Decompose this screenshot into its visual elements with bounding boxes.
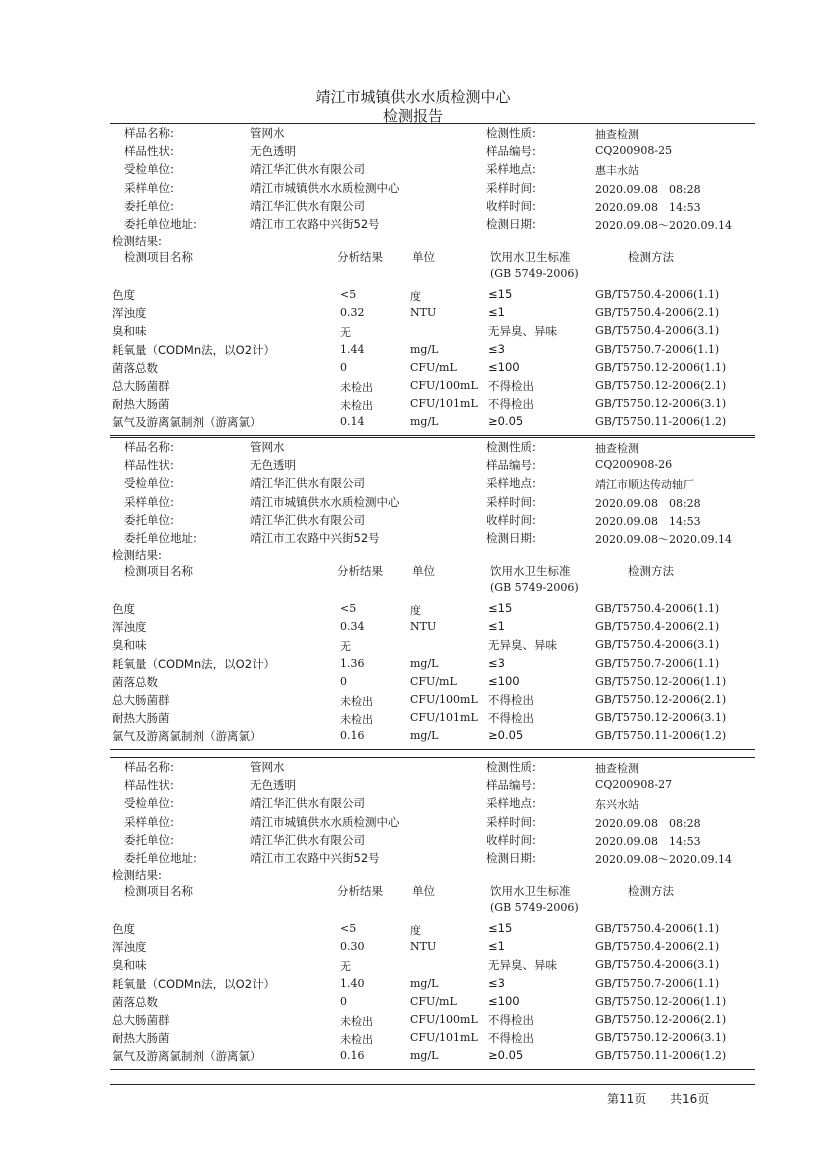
result-method: GB/T5750.4-2006(1.1): [595, 922, 720, 935]
result-value: 0.14: [340, 415, 365, 429]
result-unit: CFU/101mL: [410, 397, 478, 411]
value-location: 惠丰水站: [595, 164, 639, 178]
section-top-rule: [110, 757, 755, 758]
result-method: GB/T5750.12-2006(2.1): [595, 693, 727, 706]
result-value: 未检出: [340, 399, 373, 413]
result-unit: CFU/101mL: [410, 711, 478, 725]
value-sampling-time: 2020.09.08 08:28: [595, 496, 701, 510]
col-header-unit: 单位: [412, 564, 435, 578]
result-method: GB/T5750.12-2006(3.1): [595, 397, 727, 411]
value-inspected-unit: 靖江华汇供水有限公司: [250, 162, 365, 177]
value-entrust-address: 靖江市工农路中兴街52号: [250, 217, 380, 231]
result-value: 0.16: [340, 1049, 365, 1063]
value-location: 东兴水站: [595, 798, 639, 812]
result-unit: NTU: [410, 306, 437, 320]
result-standard: ≤1: [488, 305, 505, 320]
col-header-unit: 单位: [412, 250, 435, 264]
col-header-result: 分析结果: [337, 884, 383, 898]
result-item-name: 耗氧量（CODMn法，以O2计）: [112, 656, 276, 671]
label-sample-no: 样品编号:: [486, 144, 536, 159]
result-standard: ≤1: [488, 939, 505, 954]
result-value: 无: [340, 960, 351, 974]
label-sample-state: 样品性状:: [124, 778, 174, 793]
col-header-standard-code: (GB 5749-2006): [490, 901, 579, 914]
result-item-name: 浑浊度: [112, 306, 147, 321]
results-label: 检测结果:: [112, 548, 162, 562]
result-unit: CFU/100mL: [410, 1013, 478, 1026]
result-method: GB/T5750.11-2006(1.2): [595, 1049, 727, 1063]
label-test-date: 检测日期:: [486, 217, 536, 231]
value-sample-state: 无色透明: [250, 144, 296, 159]
result-method: GB/T5750.12-2006(3.1): [595, 711, 727, 725]
result-standard: ≤3: [488, 975, 505, 990]
value-location: 靖江市顺达传动轴厂: [595, 478, 694, 492]
value-sample-name: 管网水: [250, 440, 285, 454]
result-item-name: 色度: [112, 288, 135, 302]
value-sample-name: 管网水: [250, 760, 285, 774]
results-label: 检测结果:: [112, 868, 162, 882]
label-sample-state: 样品性状:: [124, 458, 174, 473]
label-test-date: 检测日期:: [486, 531, 536, 545]
result-item-name: 色度: [112, 922, 135, 936]
result-unit: CFU/mL: [410, 360, 457, 374]
result-method: GB/T5750.12-2006(1.1): [595, 994, 727, 1008]
value-inspected-unit: 靖江华汇供水有限公司: [250, 476, 365, 491]
result-standard: 不得检出: [488, 397, 534, 412]
result-standard: 不得检出: [488, 1031, 534, 1046]
result-value: 0: [340, 994, 347, 1008]
value-sampling-time: 2020.09.08 08:28: [595, 816, 701, 830]
result-standard: 无异臭、异味: [488, 638, 557, 653]
result-unit: mg/L: [410, 656, 439, 670]
col-header-standard-code: (GB 5749-2006): [490, 267, 579, 280]
label-entrust-unit: 委托单位:: [124, 198, 174, 213]
result-value: 1.40: [340, 976, 365, 990]
result-method: GB/T5750.12-2006(1.1): [595, 360, 727, 374]
label-receive-time: 收样时间:: [486, 512, 536, 527]
result-method: GB/T5750.12-2006(1.1): [595, 674, 727, 688]
results-label: 检测结果:: [112, 234, 162, 248]
value-test-date: 2020.09.08～2020.09.14: [595, 219, 732, 232]
result-unit: 度: [410, 924, 421, 937]
result-standard: ≥0.05: [488, 728, 524, 743]
result-unit: CFU/mL: [410, 994, 457, 1008]
value-sample-no: CQ200908-26: [595, 458, 673, 472]
value-sampling-unit: 靖江市城镇供水水质检测中心: [250, 494, 400, 509]
result-item-name: 总大肠菌群: [112, 693, 170, 707]
result-standard: ≤3: [488, 341, 505, 356]
label-sample-name: 样品名称:: [124, 760, 174, 774]
value-sample-no: CQ200908-27: [595, 778, 673, 792]
value-entrust-unit: 靖江华汇供水有限公司: [250, 832, 365, 847]
result-item-name: 菌落总数: [112, 360, 158, 375]
label-inspected-unit: 受检单位:: [124, 162, 174, 177]
footer-rule: [110, 1084, 755, 1085]
result-item-name: 臭和味: [112, 324, 147, 339]
result-standard: ≥0.05: [488, 414, 524, 429]
value-receive-time: 2020.09.08 14:53: [595, 200, 701, 214]
col-header-unit: 单位: [412, 884, 435, 898]
label-sampling-unit: 采样单位:: [124, 180, 174, 195]
label-sample-no: 样品编号:: [486, 458, 536, 473]
org-title: 靖江市城镇供水水质检测中心: [315, 88, 511, 106]
result-item-name: 氯气及游离氯制剂（游离氯）: [112, 729, 262, 744]
result-item-name: 氯气及游离氯制剂（游离氯）: [112, 1049, 262, 1064]
result-item-name: 臭和味: [112, 958, 147, 973]
label-sampling-time: 采样时间:: [486, 814, 536, 829]
result-unit: mg/L: [410, 729, 439, 743]
value-sampling-unit: 靖江市城镇供水水质检测中心: [250, 814, 400, 829]
col-header-result: 分析结果: [337, 250, 383, 264]
label-sampling-unit: 采样单位:: [124, 494, 174, 509]
value-receive-time: 2020.09.08 14:53: [595, 514, 701, 528]
label-sample-name: 样品名称:: [124, 440, 174, 454]
result-item-name: 菌落总数: [112, 994, 158, 1009]
label-nature: 检测性质:: [486, 440, 536, 454]
result-item-name: 总大肠菌群: [112, 1013, 170, 1027]
result-unit: CFU/mL: [410, 674, 457, 688]
label-sample-state: 样品性状:: [124, 144, 174, 159]
result-method: GB/T5750.7-2006(1.1): [595, 976, 720, 990]
page-number: 第11页: [607, 1092, 647, 1106]
result-item-name: 臭和味: [112, 638, 147, 653]
result-unit: CFU/101mL: [410, 1031, 478, 1045]
result-method: GB/T5750.4-2006(2.1): [595, 306, 720, 320]
value-entrust-unit: 靖江华汇供水有限公司: [250, 512, 365, 527]
result-standard: 不得检出: [488, 711, 534, 726]
result-method: GB/T5750.7-2006(1.1): [595, 342, 720, 356]
value-nature: 抽查检测: [595, 128, 639, 141]
section-bottom-rule: [110, 435, 755, 436]
label-sampling-time: 采样时间:: [486, 180, 536, 195]
result-value: <5: [340, 288, 357, 301]
result-method: GB/T5750.7-2006(1.1): [595, 656, 720, 670]
section-top-rule: [110, 123, 755, 124]
result-unit: CFU/100mL: [410, 693, 478, 706]
result-unit: 度: [410, 604, 421, 617]
label-receive-time: 收样时间:: [486, 198, 536, 213]
value-sampling-unit: 靖江市城镇供水水质检测中心: [250, 180, 400, 195]
col-header-standard: 饮用水卫生标准: [490, 884, 571, 898]
label-entrust-unit: 委托单位:: [124, 832, 174, 847]
result-value: <5: [340, 922, 357, 935]
value-nature: 抽查检测: [595, 762, 639, 775]
page-total: 共16页: [670, 1092, 710, 1106]
result-standard: ≤15: [488, 287, 513, 301]
value-entrust-address: 靖江市工农路中兴街52号: [250, 851, 380, 865]
result-method: GB/T5750.4-2006(1.1): [595, 288, 720, 301]
result-item-name: 耐热大肠菌: [112, 1031, 170, 1046]
result-item-name: 总大肠菌群: [112, 379, 170, 393]
col-header-item: 检测项目名称: [124, 250, 193, 264]
col-header-method: 检测方法: [628, 884, 674, 898]
section-bottom-rule: [110, 1069, 755, 1070]
result-value: 0: [340, 674, 347, 688]
col-header-method: 检测方法: [628, 564, 674, 578]
result-value: 1.44: [340, 342, 365, 356]
col-header-method: 检测方法: [628, 250, 674, 264]
label-test-date: 检测日期:: [486, 851, 536, 865]
result-method: GB/T5750.4-2006(3.1): [595, 324, 720, 338]
label-sampling-unit: 采样单位:: [124, 814, 174, 829]
result-value: 未检出: [340, 695, 373, 708]
result-item-name: 氯气及游离氯制剂（游离氯）: [112, 415, 262, 430]
label-entrust-address: 委托单位地址:: [124, 851, 197, 865]
result-method: GB/T5750.12-2006(2.1): [595, 379, 727, 392]
result-standard: 不得检出: [488, 379, 534, 393]
col-header-standard: 饮用水卫生标准: [490, 250, 571, 264]
label-sample-no: 样品编号:: [486, 778, 536, 793]
value-test-date: 2020.09.08～2020.09.14: [595, 853, 732, 866]
result-value: 0: [340, 360, 347, 374]
result-item-name: 浑浊度: [112, 620, 147, 635]
label-sample-name: 样品名称:: [124, 126, 174, 140]
result-unit: 度: [410, 290, 421, 303]
label-nature: 检测性质:: [486, 760, 536, 774]
result-method: GB/T5750.4-2006(2.1): [595, 940, 720, 954]
result-unit: mg/L: [410, 342, 439, 356]
result-item-name: 浑浊度: [112, 940, 147, 955]
value-entrust-address: 靖江市工农路中兴街52号: [250, 531, 380, 545]
report-title: 检测报告: [382, 107, 443, 125]
result-value: 无: [340, 640, 351, 654]
value-sample-name: 管网水: [250, 126, 285, 140]
result-method: GB/T5750.11-2006(1.2): [595, 729, 727, 743]
result-value: 0.16: [340, 729, 365, 743]
section-bottom-rule: [110, 749, 755, 750]
result-method: GB/T5750.4-2006(3.1): [595, 638, 720, 652]
result-method: GB/T5750.4-2006(1.1): [595, 602, 720, 615]
result-standard: ≤15: [488, 921, 513, 935]
label-entrust-unit: 委托单位:: [124, 512, 174, 527]
result-method: GB/T5750.11-2006(1.2): [595, 415, 727, 429]
label-receive-time: 收样时间:: [486, 832, 536, 847]
label-location: 采样地点:: [486, 162, 536, 177]
label-entrust-address: 委托单位地址:: [124, 531, 197, 545]
result-standard: ≤3: [488, 655, 505, 670]
label-location: 采样地点:: [486, 796, 536, 811]
value-nature: 抽查检测: [595, 442, 639, 455]
label-location: 采样地点:: [486, 476, 536, 491]
result-standard: 不得检出: [488, 693, 534, 707]
result-method: GB/T5750.4-2006(2.1): [595, 620, 720, 634]
value-sample-state: 无色透明: [250, 778, 296, 793]
result-value: 未检出: [340, 1015, 373, 1028]
label-inspected-unit: 受检单位:: [124, 796, 174, 811]
result-unit: mg/L: [410, 1049, 439, 1063]
value-entrust-unit: 靖江华汇供水有限公司: [250, 198, 365, 213]
label-entrust-address: 委托单位地址:: [124, 217, 197, 231]
label-nature: 检测性质:: [486, 126, 536, 140]
value-test-date: 2020.09.08～2020.09.14: [595, 533, 732, 546]
result-standard: ≤100: [488, 993, 520, 1008]
col-header-standard-code: (GB 5749-2006): [490, 581, 579, 594]
result-value: 0.34: [340, 620, 365, 634]
result-value: 未检出: [340, 381, 373, 394]
result-value: 0.30: [340, 940, 365, 954]
result-value: 无: [340, 326, 351, 340]
result-standard: 不得检出: [488, 1013, 534, 1027]
value-sample-state: 无色透明: [250, 458, 296, 473]
result-item-name: 耐热大肠菌: [112, 711, 170, 726]
value-receive-time: 2020.09.08 14:53: [595, 834, 701, 848]
col-header-item: 检测项目名称: [124, 884, 193, 898]
result-item-name: 耐热大肠菌: [112, 397, 170, 412]
result-standard: 无异臭、异味: [488, 324, 557, 339]
result-standard: ≥0.05: [488, 1048, 524, 1063]
value-sample-no: CQ200908-25: [595, 144, 673, 158]
result-standard: 无异臭、异味: [488, 958, 557, 973]
result-standard: ≤100: [488, 673, 520, 688]
section-top-rule: [110, 437, 755, 438]
result-unit: NTU: [410, 940, 437, 954]
result-item-name: 耗氧量（CODMn法，以O2计）: [112, 976, 276, 991]
result-unit: CFU/100mL: [410, 379, 478, 392]
result-item-name: 菌落总数: [112, 674, 158, 689]
result-value: <5: [340, 602, 357, 615]
col-header-standard: 饮用水卫生标准: [490, 564, 571, 578]
result-value: 未检出: [340, 1033, 373, 1047]
result-standard: ≤1: [488, 619, 505, 634]
result-method: GB/T5750.12-2006(2.1): [595, 1013, 727, 1026]
result-item-name: 耗氧量（CODMn法，以O2计）: [112, 342, 276, 357]
result-standard: ≤15: [488, 601, 513, 615]
result-value: 1.36: [340, 656, 365, 670]
col-header-result: 分析结果: [337, 564, 383, 578]
result-method: GB/T5750.12-2006(3.1): [595, 1031, 727, 1045]
label-inspected-unit: 受检单位:: [124, 476, 174, 491]
result-method: GB/T5750.4-2006(3.1): [595, 958, 720, 972]
result-standard: ≤100: [488, 359, 520, 374]
value-inspected-unit: 靖江华汇供水有限公司: [250, 796, 365, 811]
col-header-item: 检测项目名称: [124, 564, 193, 578]
value-sampling-time: 2020.09.08 08:28: [595, 182, 701, 196]
result-unit: mg/L: [410, 976, 439, 990]
result-unit: NTU: [410, 620, 437, 634]
result-unit: mg/L: [410, 415, 439, 429]
result-value: 0.32: [340, 306, 365, 320]
label-sampling-time: 采样时间:: [486, 494, 536, 509]
result-value: 未检出: [340, 713, 373, 727]
result-item-name: 色度: [112, 602, 135, 616]
